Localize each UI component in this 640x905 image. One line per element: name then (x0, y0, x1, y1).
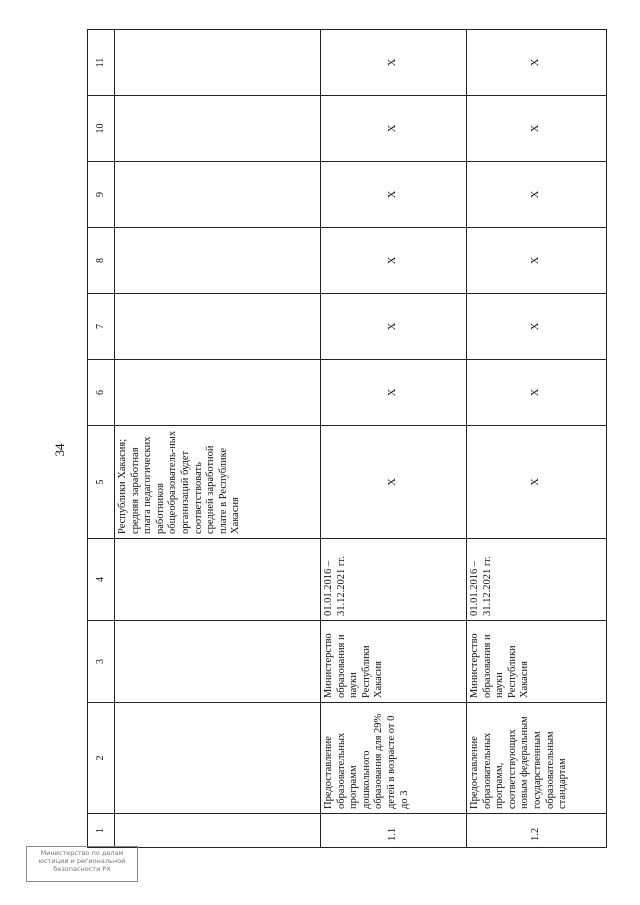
period: 01.01.2016 – 31.12.2021 гг. (467, 539, 607, 621)
table-cell (115, 703, 321, 814)
header-row (88, 30, 115, 848)
program-table (87, 29, 607, 848)
rotated-table-area (87, 30, 607, 848)
table-cell (115, 814, 321, 848)
table-row (321, 30, 467, 848)
period: 01.01.2016 – 31.12.2021 гг. (321, 539, 467, 621)
table-cell (115, 539, 321, 621)
col-header: 2 (88, 703, 115, 814)
col-header: 5 (88, 426, 115, 539)
cross-mark: Х (467, 426, 607, 539)
cross-mark: Х (467, 360, 607, 426)
col-header: 4 (88, 539, 115, 621)
table-cell (115, 228, 321, 294)
page-number: 34 (52, 443, 67, 457)
table-cell (115, 162, 321, 228)
col-header: 1 (88, 814, 115, 848)
row-number: 1.2 (467, 814, 607, 848)
col-header: 11 (88, 30, 115, 96)
col-header: 10 (88, 96, 115, 162)
row-number: 1.1 (321, 814, 467, 848)
cross-mark: Х (467, 30, 607, 96)
col-header: 9 (88, 162, 115, 228)
col-header: 8 (88, 228, 115, 294)
cross-mark: Х (321, 162, 467, 228)
cross-mark: Х (467, 228, 607, 294)
col-header: 6 (88, 360, 115, 426)
cross-mark: Х (467, 96, 607, 162)
cross-mark: Х (467, 294, 607, 360)
measure-name: Предоставление образовательных программ, соответствующих новым федеральным государственным образовательным стандартам (467, 703, 607, 814)
table-cell (115, 96, 321, 162)
table-row (467, 30, 607, 848)
cross-mark: Х (321, 96, 467, 162)
cross-mark: Х (321, 228, 467, 294)
measure-name: Предоставление образовательных программ дошкольного образования для 29% детей в возрасте от 0 до 3 (321, 703, 467, 814)
cross-mark: Х (321, 30, 467, 96)
col-header: 7 (88, 294, 115, 360)
cross-mark: Х (321, 360, 467, 426)
cross-mark: Х (467, 162, 607, 228)
cross-mark: Х (321, 426, 467, 539)
table-cell (115, 360, 321, 426)
table-cell (115, 621, 321, 703)
table-cell (115, 294, 321, 360)
col-header: 3 (88, 621, 115, 703)
executor: Министерство образования и науки Республики Хакасия (321, 621, 467, 703)
result-text: Республики Хакасия; средняя заработная плата педагогических работников общеобразователь-ных организаций будет соответствовать средней заработной плате в Республике Хакасия (115, 426, 321, 539)
executor: Министерство образования и науки Республики Хакасия (467, 621, 607, 703)
continued-row (115, 30, 321, 848)
registration-stamp: Министерство по делам юстиции и региональной безопасности РХ (26, 846, 138, 882)
table-cell (115, 30, 321, 96)
cross-mark: Х (321, 294, 467, 360)
